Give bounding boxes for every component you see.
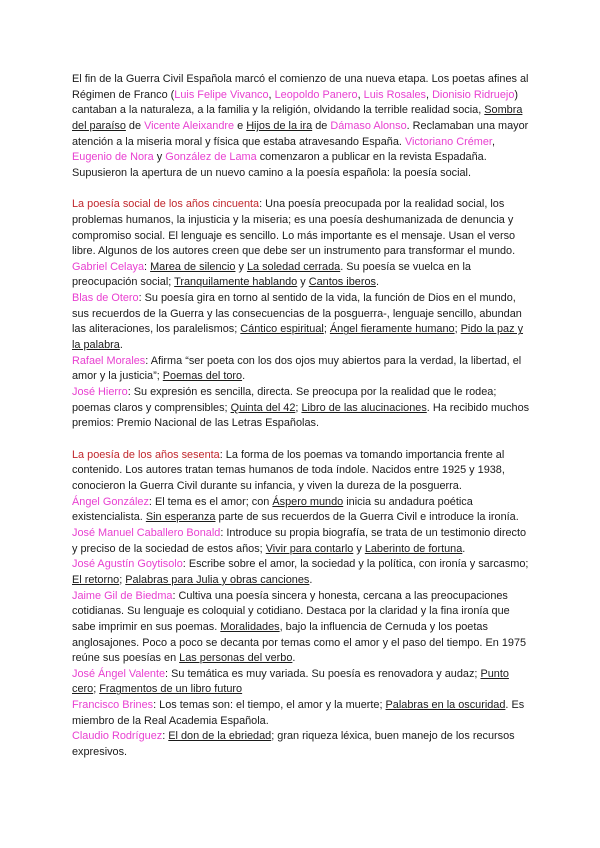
work-title: Libro de las alucinaciones	[301, 401, 427, 414]
work-title: Fragmentos de un libro futuro	[99, 683, 243, 696]
work-title: Áspero mundo	[272, 495, 344, 508]
author-name: Ángel González	[72, 495, 149, 508]
author-name: José Hierro	[72, 386, 128, 399]
work-title: Palabras para Julia y obras canciones	[125, 573, 310, 586]
work-title: El don de la ebriedad	[168, 730, 272, 743]
entry-brines: Francisco Brines: Los temas son: el tiempo, el amor y la muerte; Palabras en la oscuridad. Es miembro de la Real Academia Española.	[72, 699, 525, 727]
work-title: Pido la paz y la palabra	[72, 323, 524, 352]
author-name: Gabriel Celaya	[72, 260, 145, 273]
author-name: José Agustín Goytisolo	[72, 558, 183, 571]
entry-celaya: Gabriel Celaya: Marea de silencio y La soledad cerrada. Su poesía se vuelca en la preocupación social; Tranquilamente hablando y Cantos iberos.	[72, 260, 471, 289]
entry-valente: José Ángel Valente: Su temática es muy variada. Su poesía es renovadora y audaz; Punto cero; Fragmentos de un libro futuro	[72, 667, 509, 696]
work-title: Moralidades	[220, 620, 280, 633]
work-title: Cántico espiritual	[240, 323, 324, 336]
author-name: Francisco Brines	[72, 699, 154, 712]
author-name: José Ángel Valente	[72, 667, 166, 680]
author-name: Blas de Otero	[72, 292, 139, 305]
author-aleixandre: Vicente Aleixandre	[144, 119, 235, 132]
entry-otero: Blas de Otero: Su poesía gira en torno al sentido de la vida, la función de Dios en el mundo, sus recuerdos de la Guerra y las consecuencias de la posguerra-, lenguaje sencillo, abundan las aliteraciones, los paralelismos; Cántico espiritual; Ángel fieramente humano; Pido la paz y la palabra.	[72, 292, 524, 352]
entry-morales: Rafael Morales: Afirma “ser poeta con los dos ojos muy abiertos para la verdad, la libertad, el amor y la justicia”; Poemas del toro.	[72, 354, 522, 383]
section-50s-intro: La poesía social de los años cincuenta: Una poesía preocupada por la realidad social, los problemas humanos, la injusticia y la miseria; es una poesía deshumanizada de denuncia y compromiso social. El lenguaje es sencillo. Lo más importante es el mensaje. Usan el verso libre. Algunos de los autores creen que debe ser un instrumento para transformar el mundo.	[72, 198, 516, 258]
entry-gil-de-biedma: Jaime Gil de Biedma: Cultiva una poesía sincera y honesta, cercana a las preocupaciones cotidianas. Su lenguaje es coloquial y cotidiano. Destaca por la claridad y la fina ironía que sabe imprimir en sus poemas. Moralidades, bajo la influencia de Cernuda y los poetas anglosajones. Poco a poco se decanta por temas como el amor y el paso del tiempo. En 1975 reúne sus poesías en Las personas del verbo.	[72, 589, 527, 665]
author-cremer: Victoriano Crémer	[404, 135, 492, 148]
author-name: Rafael Morales	[72, 354, 146, 367]
entry-rodriguez: Claudio Rodríguez: El don de la ebriedad; gran riqueza léxica, buen manejo de los recursos expresivos.	[72, 730, 515, 759]
work-title: Vivir para contarlo	[265, 542, 354, 555]
section-heading-50s: La poesía social de los años cincuenta	[72, 198, 260, 211]
author-name: Claudio Rodríguez	[72, 730, 163, 743]
work-title: Las personas del verbo	[179, 652, 293, 665]
work-title: Ángel fieramente humano	[329, 323, 455, 336]
entry-goytisolo: José Agustín Goytisolo: Escribe sobre el amor, la sociedad y la política, con ironía y sarcasmo; El retorno; Palabras para Julia y obras canciones.	[72, 558, 529, 586]
author-name: José Manuel Caballero Bonald	[72, 526, 221, 539]
work-title: Poemas del toro	[162, 370, 243, 383]
paragraph-gap	[72, 432, 534, 448]
author-ridruejo: Dionisio Ridruejo	[432, 88, 515, 101]
work-hijos-de-la-ira: Hijos de la ira	[246, 119, 313, 132]
work-title: Sin esperanza	[145, 511, 216, 524]
work-title: Tranquilamente hablando	[174, 276, 298, 289]
section-heading-60s: La poesía de los años sesenta	[72, 448, 220, 461]
entry-caballero-bonald: José Manuel Caballero Bonald: Introduce su propia biografía, se trata de un testimonio directo y preciso de la sociedad de estos años; Vivir para contarlo y Laberinto de fortuna.	[72, 526, 527, 555]
work-title: Punto cero	[72, 667, 509, 696]
author-de-lama: González de Lama	[165, 151, 257, 164]
work-title: Cantos iberos	[308, 276, 376, 289]
author-panero: Leopoldo Panero	[274, 88, 358, 101]
author-de-nora: Eugenio de Nora	[72, 151, 154, 164]
author-damaso-alonso: Dámaso Alonso	[330, 119, 407, 132]
work-title: Marea de silencio	[150, 260, 236, 273]
work-title: La soledad cerrada	[246, 260, 341, 273]
work-title: El retorno	[72, 573, 120, 586]
author-name: Jaime Gil de Biedma	[72, 589, 173, 602]
entry-gonzalez: Ángel González: El tema es el amor; con Áspero mundo inicia su andadura poética existencialista. Sin esperanza parte de sus recuerdos de la Guerra Civil e introduce la ironía.	[72, 495, 519, 524]
work-title: Quinta del 42	[230, 401, 296, 414]
section-60s-intro: La poesía de los años sesenta: La forma de los poemas va tomando importancia frente al contenido. Los autores tratan temas humanos de toda índole. Nacidos entre 1925 y 1938, conocieron la Guerra Civil durante su infancia, y viven la dureza de la posguerra.	[72, 448, 505, 492]
work-title: Palabras en la oscuridad	[385, 699, 506, 712]
paragraph-gap	[72, 182, 534, 198]
document-page	[72, 72, 534, 761]
author-vivanco: Luis Felipe Vivanco	[174, 88, 269, 101]
work-sombra-del-paraiso: Sombra del paraíso	[72, 104, 523, 132]
entry-hierro: José Hierro: Su expresión es sencilla, directa. Se preocupa por la realidad que le rodea; poemas claros y comprensibles; Quinta del 42; Libro de las alucinaciones. Ha recibido muchos premios: Premio Nacional de las Letras Españolas.	[72, 386, 530, 430]
author-rosales: Luis Rosales	[363, 88, 426, 101]
work-title: Laberinto de fortuna	[364, 542, 463, 555]
intro-paragraph: El fin de la Guerra Civil Española marcó el comienzo de una nueva etapa. Los poetas afines al Régimen de Franco (Luis Felipe Vivanco, Leopoldo Panero, Luis Rosales, Dionisio Ridruejo) cantaban a la naturaleza, a la familia y la religión, olvidando la terrible realidad socia, Sombra del paraíso de Vicente Aleixandre e Hijos de la ira de Dámaso Alonso. Reclamaban una mayor atención a la miseria moral y física que estaba atravesando España. Victoriano Crémer, Eugenio de Nora y González de Lama comenzaron a publicar en la revista Espadaña. Supusieron la apertura de un nuevo camino a la poesía española: la poesía social.	[72, 73, 529, 179]
